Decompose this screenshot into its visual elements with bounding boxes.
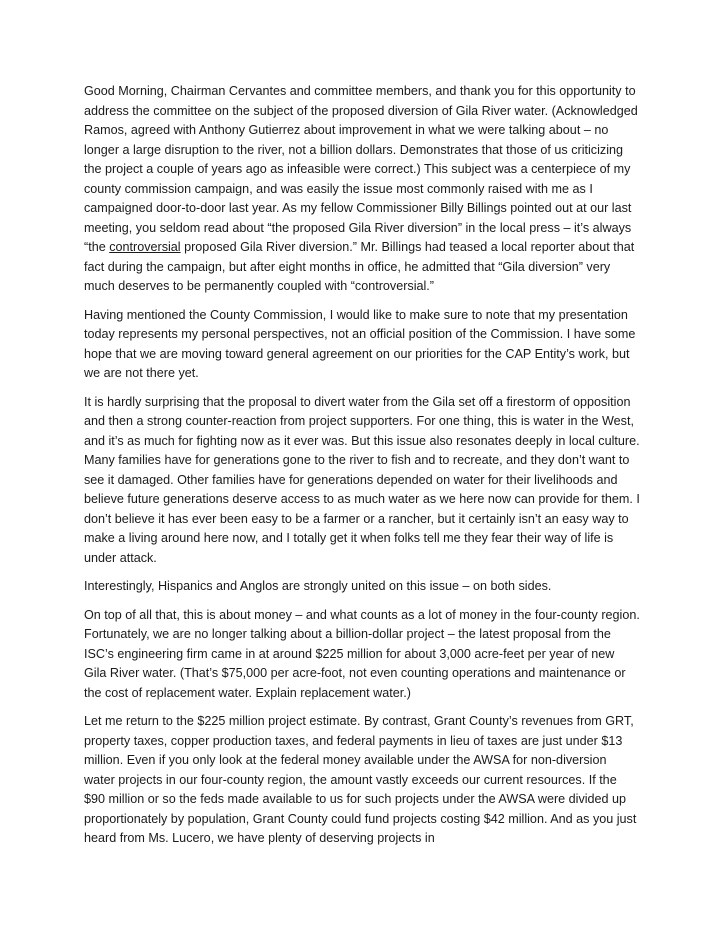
paragraph-opening xyxy=(84,82,640,297)
paragraph-money: On top of all that, this is about money – and what counts as a lot of money in the four-county region. Fortunately, we are no longer talking about a billion-dollar project – the latest proposal from the ISC’s engineering firm came in at around $225 million for about 3,000 acre-feet per year of new Gila River water. (That’s $75,000 per acre-foot, not even counting operations and maintenance or the cost of replacement water. Explain replacement water.) xyxy=(84,607,640,700)
paragraph-disclaimer: Having mentioned the County Commission, I would like to make sure to note that my presentation today represents my personal perspectives, not an official position of the Commission. I have some hope that we are moving toward general agreement on our priorities for the CAP Entity’s work, but we are not there yet. xyxy=(84,307,636,380)
paragraph-opening-text-b: proposed Gila River diversion.” Mr. Billings had teased a local reporter about that fact during the campaign, but after eight months in office, he admitted that “Gila diversion” very much deserves to be permanently coupled with “controversial.” xyxy=(84,240,635,293)
paragraph-culture: It is hardly surprising that the proposal to divert water from the Gila set off a firestorm of opposition and then a strong counter-reaction from project supporters. For one thing, this is water in the West, and it’s as much for fighting now as it ever was. But this issue also resonates deeply in local culture. Many families have for generations gone to the river to fish and to recreate, and they don’t want to see it damaged. Other families have for generations depended on water for their livelihoods and believe future generations deserve access to as much water as we here now can provide for them. I don’t believe it has ever been easy to be a farmer or a rancher, but it certainly isn’t an easy way to make a living around here now, and I totally get it when folks tell me they fear their way of life is under attack. xyxy=(84,394,640,565)
paragraph-estimate: Let me return to the $225 million project estimate. By contrast, Grant County’s revenues from GRT, property taxes, copper production taxes, and federal payments in lieu of taxes are just under $13 million. Even if you only look at the federal money available under the AWSA for non-diversion water projects in our four-county region, the amount vastly exceeds our current resources. If the $90 million or so the feds made available to us for such projects under the AWSA were divided up proportionately by population, Grant County could fund projects costing $42 million. And as you just heard from Ms. Lucero, we have plenty of deserving projects in xyxy=(84,714,637,845)
paragraph-unity: Interestingly, Hispanics and Anglos are strongly united on this issue – on both sides. xyxy=(84,579,552,593)
paragraph-opening-text-a: Good Morning, Chairman Cervantes and committee members, and thank you for this opportunity to address the committee on the subject of the proposed diversion of Gila River water. (Acknowledged Ramos, agreed with Anthony Gutierrez about improvement in what we were talking about – no longer a large disruption to the river, not a billion dollars. Demonstrates that those of us criticizing the project a couple of years ago as infeasible were correct.) This subject was a centerpiece of my county commission campaign, and was easily the issue most commonly raised with me as I campaigned door-to-door last year. As my fellow Commissioner Billy Billings pointed out at our last meeting, you seldom read about “the proposed Gila River diversion” in the local press – it’s always “the xyxy=(84,84,638,254)
document-page xyxy=(84,82,640,858)
underlined-word: controversial xyxy=(109,240,181,254)
